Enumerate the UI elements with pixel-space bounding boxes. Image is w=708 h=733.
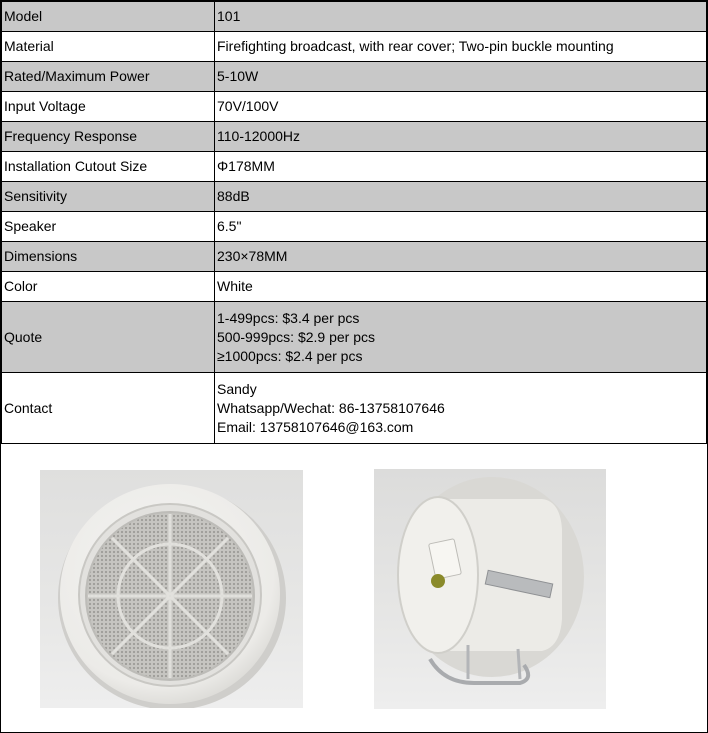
row-key: Frequency Response bbox=[2, 122, 215, 152]
row-value bbox=[215, 92, 707, 122]
value-line: 1-499pcs: $3.4 per pcs bbox=[217, 309, 360, 326]
row-key: Quote bbox=[2, 302, 215, 373]
row-key: Contact bbox=[2, 373, 215, 444]
row-value bbox=[215, 152, 707, 182]
row-key: Dimensions bbox=[2, 242, 215, 272]
speaker-front-photo bbox=[40, 470, 303, 708]
row-value bbox=[215, 242, 707, 272]
table-row bbox=[2, 2, 707, 32]
row-key: Sensitivity bbox=[2, 182, 215, 212]
table-row bbox=[2, 152, 707, 182]
table-row bbox=[2, 32, 707, 62]
row-value bbox=[215, 122, 707, 152]
table-row bbox=[2, 242, 707, 272]
speaker-front-illustration bbox=[40, 470, 303, 708]
row-value bbox=[215, 32, 707, 62]
value-line: 70V/100V bbox=[217, 98, 279, 114]
value-line: 110-12000Hz bbox=[217, 128, 301, 144]
value-line: ≥1000pcs: $2.4 per pcs bbox=[217, 347, 363, 364]
row-key: Material bbox=[2, 32, 215, 62]
table-row bbox=[2, 62, 707, 92]
table-row bbox=[2, 122, 707, 152]
value-line: Email: 13758107646@163.com bbox=[217, 418, 414, 435]
row-value bbox=[215, 2, 707, 32]
product-photos bbox=[0, 443, 708, 733]
row-key: Installation Cutout Size bbox=[2, 152, 215, 182]
value-line: Firefighting broadcast, with rear cover; Two-pin buckle mounting bbox=[217, 38, 614, 54]
value-line: 6.5" bbox=[217, 218, 242, 234]
row-value bbox=[215, 212, 707, 242]
row-value bbox=[215, 302, 707, 373]
row-key: Speaker bbox=[2, 212, 215, 242]
row-key: Model bbox=[2, 2, 215, 32]
spec-table bbox=[1, 1, 707, 444]
row-key: Rated/Maximum Power bbox=[2, 62, 215, 92]
value-line: 101 bbox=[217, 8, 241, 24]
value-line: 5-10W bbox=[217, 68, 259, 84]
value-line: Whatsapp/Wechat: 86-13758107646 bbox=[217, 399, 445, 416]
value-line: Sandy bbox=[217, 380, 257, 397]
table-row bbox=[2, 302, 707, 373]
value-line: White bbox=[217, 278, 253, 294]
row-value bbox=[215, 373, 707, 444]
row-value bbox=[215, 272, 707, 302]
value-line: 500-999pcs: $2.9 per pcs bbox=[217, 328, 375, 345]
value-line: 230×78MM bbox=[217, 248, 288, 264]
value-line: Φ178MM bbox=[217, 158, 275, 174]
speaker-rear-photo bbox=[374, 469, 606, 709]
table-row bbox=[2, 373, 707, 444]
table-row bbox=[2, 272, 707, 302]
row-key: Input Voltage bbox=[2, 92, 215, 122]
table-row bbox=[2, 92, 707, 122]
table-row bbox=[2, 212, 707, 242]
row-key: Color bbox=[2, 272, 215, 302]
value-line: 88dB bbox=[217, 188, 250, 204]
row-value bbox=[215, 182, 707, 212]
row-value bbox=[215, 62, 707, 92]
speaker-rear-illustration bbox=[374, 469, 606, 709]
table-row bbox=[2, 182, 707, 212]
